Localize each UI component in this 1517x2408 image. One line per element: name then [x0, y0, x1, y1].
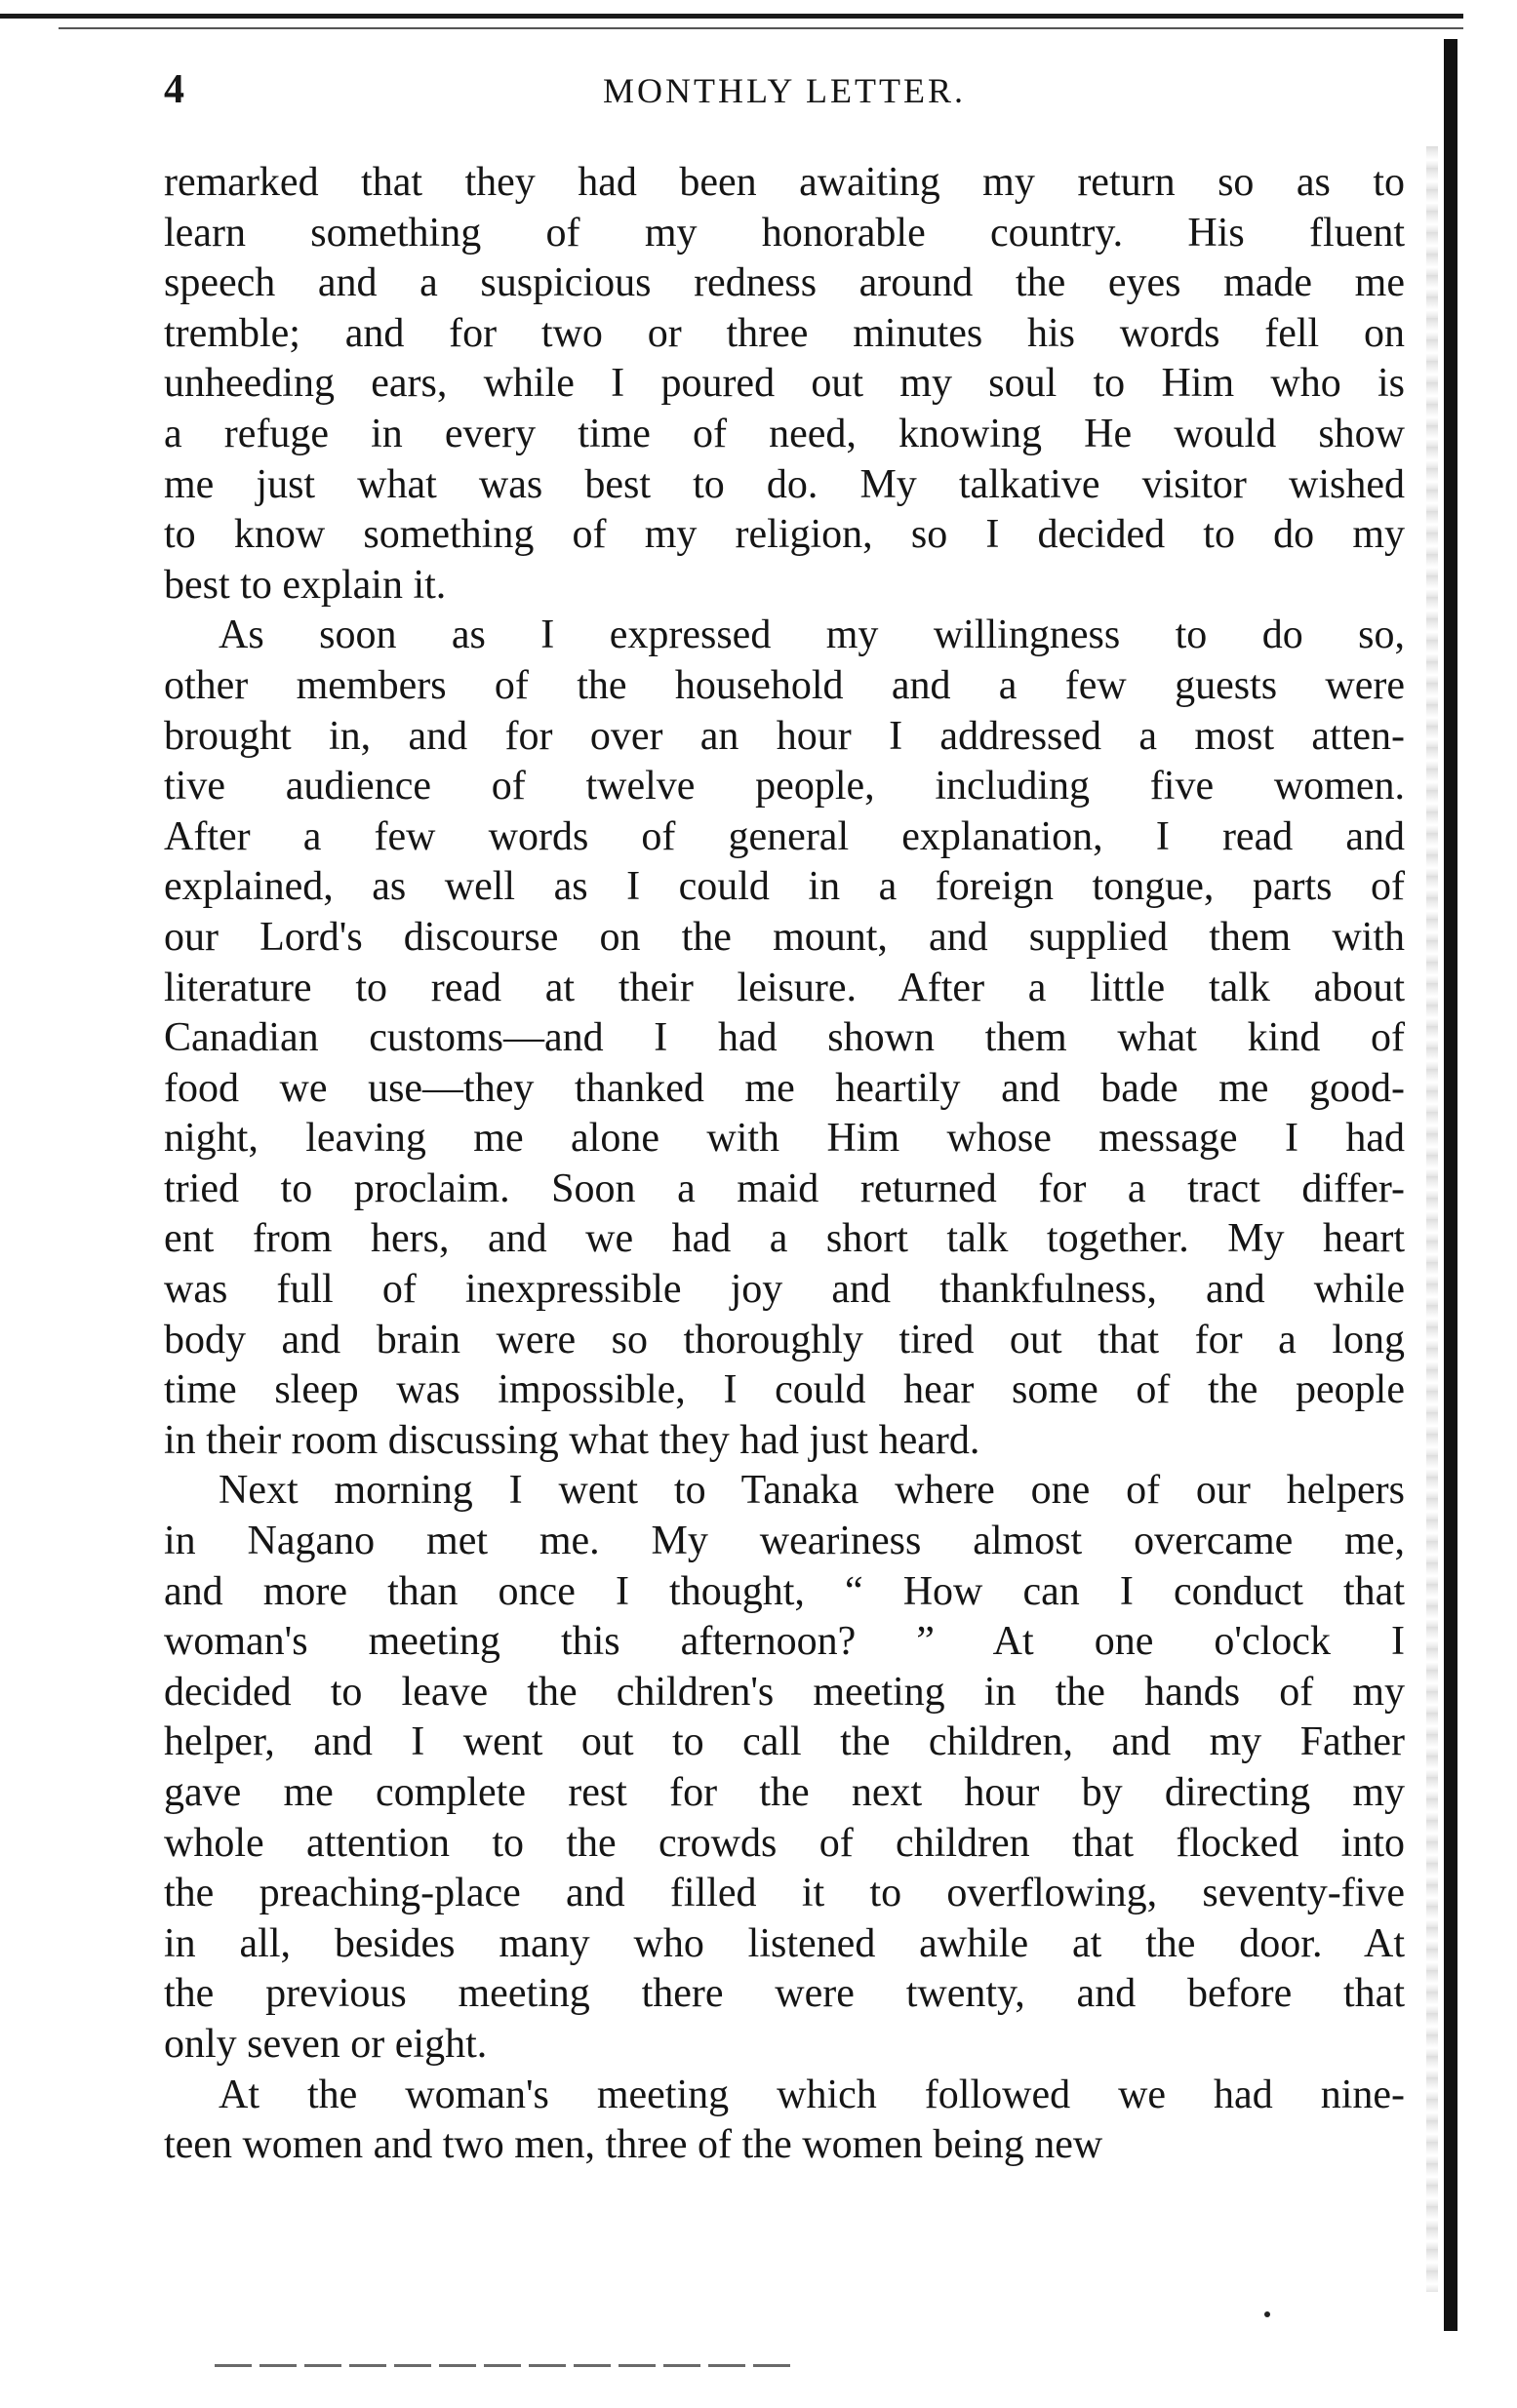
text-line: Canadian customs—and I had shown them what kind of — [164, 1015, 1405, 1061]
text-line: body and brain were so thoroughly tired out that for a long — [164, 1317, 1405, 1362]
page-title: MONTHLY LETTER. — [602, 71, 966, 110]
text-line: explained, as well as I could in a foreign tongue, parts of — [164, 864, 1405, 910]
text-line: best to explain it. — [164, 562, 447, 608]
paragraph — [164, 2071, 1405, 2171]
text-line: night, leaving me alone with Him whose message I had — [164, 1116, 1405, 1162]
text-line: was full of inexpressible joy and thankfulness, and while — [164, 1267, 1405, 1313]
text-line: whole attention to the crowds of children that flocked into — [164, 1820, 1405, 1866]
text-line: literature to read at their leisure. After a little talk about — [164, 965, 1405, 1010]
text-line: to know something of my religion, so I decided to do my — [164, 512, 1405, 558]
paragraph — [164, 611, 1405, 1466]
text-line: a refuge in every time of need, knowing He would show — [164, 411, 1405, 456]
text-line: At the woman's meeting which followed we had nine- — [219, 2072, 1405, 2117]
text-line: our Lord's discourse on the mount, and supplied them with — [164, 914, 1405, 960]
text-line: the preaching-place and filled it to overflowing, seventy-five — [164, 1871, 1405, 1916]
paragraph — [164, 1466, 1405, 2070]
text-line: Next morning I went to Tanaka where one of our helpers — [219, 1468, 1405, 1514]
text-line: ent from hers, and we had a short talk together. My heart — [164, 1216, 1405, 1262]
text-line: and more than once I thought, “ How can I conduct that — [164, 1568, 1405, 1614]
text-line: helper, and I went out to call the children, and my Father — [164, 1719, 1405, 1765]
text-line: tive audience of twelve people, including five women. — [164, 764, 1405, 809]
page-number: 4 — [164, 67, 184, 112]
print-speck — [1264, 2311, 1270, 2317]
text-line: me just what was best to do. My talkative visitor wished — [164, 461, 1405, 507]
top-border-rule-thin — [59, 27, 1463, 29]
text-line: brought in, and for over an hour I addressed a most atten- — [164, 713, 1405, 759]
text-line: unheeding ears, while I poured out my soul to Him who is — [164, 361, 1405, 407]
bottom-rule — [215, 2364, 790, 2367]
text-line: only seven or eight. — [164, 2021, 488, 2067]
text-line: decided to leave the children's meeting in the hands of my — [164, 1669, 1405, 1715]
text-line: teen women and two men, three of the women being new — [164, 2122, 1103, 2168]
text-line: tremble; and for two or three minutes his words fell on — [164, 310, 1405, 356]
text-line: in Nagano met me. My weariness almost overcame me, — [164, 1519, 1405, 1564]
text-line: speech and a suspicious redness around the eyes made me — [164, 260, 1405, 306]
text-line: other members of the household and a few guests were — [164, 662, 1405, 708]
text-line: learn something of my honorable country. His fluent — [164, 210, 1405, 256]
text-line: gave me complete rest for the next hour by directing my — [164, 1770, 1405, 1815]
text-line: in all, besides many who listened awhile at the door. At — [164, 1920, 1405, 1966]
text-line: tried to proclaim. Soon a maid returned for a tract differ- — [164, 1165, 1405, 1211]
text-line: food we use—they thanked me heartily and bade me good- — [164, 1065, 1405, 1111]
text-line: woman's meeting this afternoon? ” At one o'clock I — [164, 1619, 1405, 1665]
right-page-edge — [1444, 39, 1457, 2331]
text-line: As soon as I expressed my willingness to do so, — [219, 612, 1405, 658]
text-line: the previous meeting there were twenty, and before that — [164, 1971, 1405, 2017]
text-line: After a few words of general explanation, I read and — [164, 813, 1405, 859]
text-line: in their room discussing what they had just heard. — [164, 1417, 980, 1463]
text-line: time sleep was impossible, I could hear some of the people — [164, 1367, 1405, 1413]
paragraph — [164, 158, 1405, 611]
text-line: remarked that they had been awaiting my return so as to — [164, 160, 1405, 205]
body-text — [164, 158, 1405, 2171]
page-edge-shadow — [1426, 146, 1438, 2292]
top-border-rule — [0, 14, 1463, 19]
running-head — [164, 59, 1405, 127]
